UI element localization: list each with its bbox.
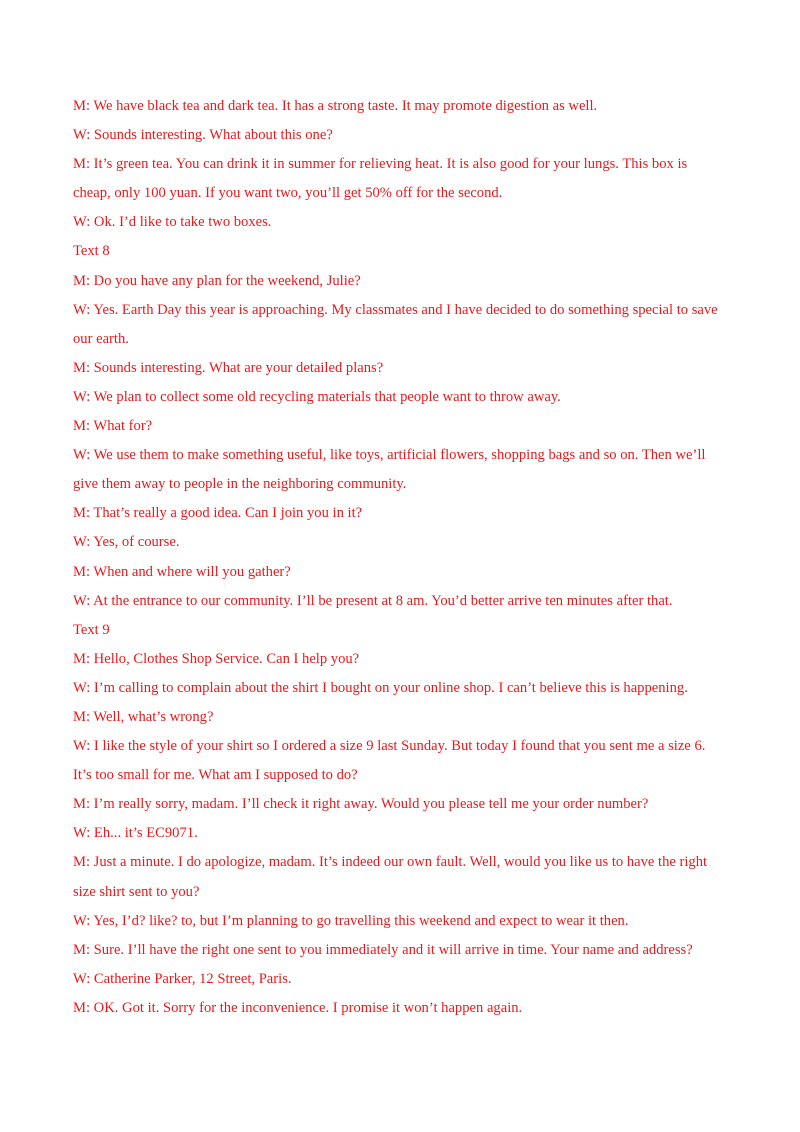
text-line: M: Well, what’s wrong? [73,708,214,725]
transcript-text [73,92,733,1023]
text-line: M: It’s green tea. You can drink it in summer for relieving heat. It is also good for your lungs. This box is [73,156,688,173]
text-line: W: We plan to collect some old recycling materials that people want to throw away. [73,388,561,405]
section-heading-text-9: Text 9 [73,621,110,638]
text-line: M: Sounds interesting. What are your detailed plans? [73,359,384,376]
text-line: size shirt sent to you? [73,883,200,900]
text-line: cheap, only 100 yuan. If you want two, you’ll get 50% off for the second. [73,185,503,202]
text-line: W: At the entrance to our community. I’ll be present at 8 am. You’d better arrive ten minutes after that. [73,592,673,609]
text-line: M: Hello, Clothes Shop Service. Can I help you? [73,650,360,667]
text-line: W: Eh... it’s EC9071. [73,825,198,842]
section-heading-text-8: Text 8 [73,243,110,260]
text-line: W: Ok. I’d like to take two boxes. [73,214,272,231]
text-line: M: Do you have any plan for the weekend, Julie? [73,272,361,289]
text-line: W: Sounds interesting. What about this one? [73,127,333,144]
text-line: give them away to people in the neighboring community. [73,476,407,493]
text-line: W: Yes. Earth Day this year is approaching. My classmates and I have decided to do something special to save [73,301,718,318]
text-line: our earth. [73,330,129,347]
text-line: W: Yes, I’d? like? to, but I’m planning to go travelling this weekend and expect to wear it then. [73,912,629,929]
text-line: M: Sure. I’ll have the right one sent to you immediately and it will arrive in time. Your name and address? [73,941,693,958]
text-line: M: I’m really sorry, madam. I’ll check it right away. Would you please tell me your order number? [73,796,649,813]
text-line: It’s too small for me. What am I supposed to do? [73,767,358,784]
text-line: W: I’m calling to complain about the shirt I bought on your online shop. I can’t believe this is happening. [73,679,688,696]
text-line: M: When and where will you gather? [73,563,291,580]
text-line: M: Just a minute. I do apologize, madam. It’s indeed our own fault. Well, would you like us to have the right [73,854,708,871]
text-line: W: We use them to make something useful, like toys, artificial flowers, shopping bags and so on. Then we’ll [73,447,706,464]
text-line: M: That’s really a good idea. Can I join you in it? [73,505,363,522]
text-line: W: I like the style of your shirt so I ordered a size 9 last Sunday. But today I found that you sent me a size 6. [73,738,706,755]
text-line: M: What for? [73,418,153,435]
text-line: W: Catherine Parker, 12 Street, Paris. [73,970,292,987]
text-line: M: We have black tea and dark tea. It has a strong taste. It may promote digestion as well. [73,98,598,114]
text-line: M: OK. Got it. Sorry for the inconvenience. I promise it won’t happen again. [73,999,523,1016]
text-line: W: Yes, of course. [73,534,180,551]
